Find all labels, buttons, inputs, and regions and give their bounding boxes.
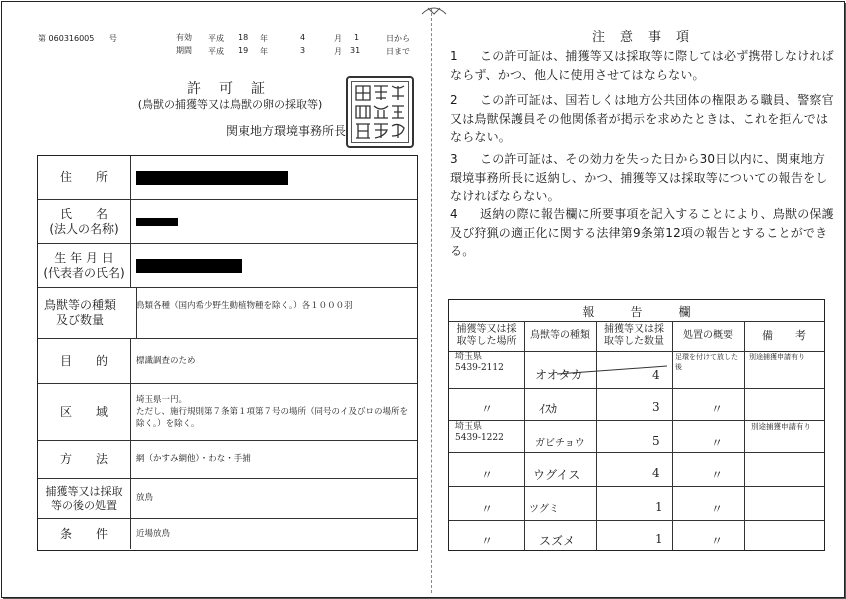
from-era: 平成 [208, 34, 224, 43]
valid-to-line [208, 46, 428, 57]
note-item-1 [450, 47, 835, 84]
value-area: 埼玉県一円。 ただし、施行規則第７条第１項第７号の場所（同号のイ及びロの場所を除く。）を除く。 [136, 394, 409, 430]
label-name: 氏 名 (法人の名称) [38, 200, 131, 243]
label-method: 方 法 [38, 441, 131, 478]
report-row-3-species: ガビチョウ [535, 438, 585, 449]
report-row-5-place: 〃 [481, 502, 494, 516]
note-num-1: 1 [450, 49, 458, 63]
row-conditions [38, 519, 417, 549]
note-item-3 [450, 150, 835, 206]
from-month-unit: 月 [334, 34, 342, 43]
report-row-6-action: 〃 [711, 534, 724, 548]
report-row-4-action: 〃 [711, 468, 724, 482]
label-species: 鳥獣等の種類 及び数量 [38, 288, 137, 338]
row-line-0 [449, 351, 824, 352]
col-head-note: 備 考 [762, 329, 806, 343]
number-suffix: 号 [108, 34, 117, 43]
row-disposal [38, 479, 417, 519]
label-birthdate: 生 年 月 日 (代表者の氏名) [38, 244, 131, 287]
col-divider-2 [596, 321, 597, 550]
report-title-row [449, 300, 824, 322]
col-divider-4 [744, 321, 745, 550]
note-item-2 [450, 91, 835, 147]
col-head-action: 処置の概要 [683, 330, 733, 341]
report-row-3-place: 埼玉県 5439-1222 [455, 422, 504, 443]
report-row-1-count: 4 [652, 368, 660, 382]
to-year-unit: 年 [260, 47, 268, 56]
report-row-6-place: 〃 [481, 534, 494, 548]
permit-document [1, 1, 845, 598]
report-row-4-count: 4 [652, 466, 660, 480]
row-line-1 [449, 388, 824, 389]
from-month: 4 [300, 33, 306, 42]
note-num-4: 4 [450, 207, 458, 221]
redacted-birthdate [136, 259, 242, 273]
note-text-4: 返納の際に報告欄に所要事項を記入することにより、鳥獣の保護及び狩猟の適正化に関する法律第9条第12項の報告とすることができる。 [450, 207, 834, 259]
col-divider-1 [524, 321, 525, 550]
value-method: 網（かすみ網他）・わな・手捕 [136, 454, 251, 465]
row-species [38, 288, 417, 339]
from-year-unit: 年 [260, 34, 268, 43]
report-row-2-place: 〃 [481, 402, 494, 416]
note-item-4 [450, 205, 835, 261]
report-title: 報 告 欄 [582, 305, 691, 319]
row-line-4 [449, 486, 824, 487]
permit-title: 許 可 証 [187, 81, 267, 97]
row-purpose [38, 339, 417, 384]
note-num-2: 2 [450, 93, 458, 107]
strike-through-line [557, 364, 667, 378]
report-row-2-count: 3 [652, 400, 660, 414]
report-row-1-place: 埼玉県 5439-2112 [455, 352, 504, 373]
to-suffix: 日まで [386, 47, 410, 56]
value-disposal: 放鳥 [136, 493, 154, 504]
value-species: 鳥類各種（国内希少野生動植物種を除く。）各１０００羽 [136, 301, 353, 311]
valid-from-line [208, 33, 428, 44]
from-day: 1 [354, 33, 360, 42]
row-birthdate [38, 244, 417, 288]
report-row-6-count: 1 [655, 532, 663, 546]
report-row-1-action: 足環を付けて放した後 [675, 353, 738, 371]
report-row-3-count: 5 [652, 434, 660, 448]
report-row-5-species: ツグミ [529, 504, 559, 515]
row-method [38, 441, 417, 479]
from-year: 18 [238, 33, 249, 42]
row-line-2 [449, 420, 824, 421]
permit-subtitle: (鳥獣の捕獲等又は鳥獣の卵の採取等) [137, 98, 323, 111]
note-text-1: この許可証は、捕獲等又は採取等に際しては必ず携帯しなければならず、かつ、他人に使用させてはならない。 [450, 49, 834, 82]
value-conditions: 近場放鳥 [136, 528, 171, 539]
to-era: 平成 [208, 47, 224, 56]
to-day: 31 [350, 46, 361, 55]
report-row-5-action: 〃 [711, 502, 724, 516]
row-name [38, 200, 417, 244]
to-month-unit: 月 [334, 47, 342, 56]
permit-number-line [38, 33, 117, 44]
report-row-1-note: 別途捕獲申請有り [749, 353, 805, 361]
permit-details-table [37, 155, 418, 551]
note-num-3: 3 [450, 152, 458, 166]
note-text-2: この許可証は、国若しくは地方公共団体の権限ある職員、警察官又は鳥獣保護員その他関係者が掲示を求めたときは、これを拒んではならない。 [450, 93, 834, 145]
valid-label: 有効 [176, 33, 192, 42]
seal-glyphs [348, 78, 412, 146]
col-divider-3 [672, 321, 673, 550]
label-area: 区 域 [38, 384, 131, 440]
official-seal-stamp [346, 76, 414, 148]
note-text-3: この許可証は、その効力を失った日から30日以内に、関東地方環境事務所長に返納し、かつ、捕獲等又は採取等についての報告をしなければならない。 [450, 152, 828, 204]
period-label: 期間 [176, 46, 192, 55]
from-suffix: 日から [386, 34, 410, 43]
label-conditions: 条 件 [38, 519, 131, 549]
report-row-3-note: 別途捕獲申請有り [751, 422, 811, 431]
redacted-address [136, 171, 288, 185]
report-row-5-count: 1 [655, 500, 663, 514]
to-year: 19 [238, 46, 249, 55]
report-row-2-species: ｲｽｶ [539, 402, 558, 416]
report-row-1-species: オオタカ [535, 368, 583, 382]
row-line-3 [449, 452, 824, 453]
center-fold-line [431, 8, 432, 593]
col-head-place: 捕獲等又は採 取等した場所 [456, 324, 517, 347]
value-purpose: 標識調査のため [136, 355, 196, 366]
row-address [38, 156, 417, 200]
report-row-4-species: ウグイス [533, 468, 581, 482]
report-row-4-place: 〃 [481, 468, 494, 482]
report-table [448, 299, 825, 551]
row-area [38, 384, 417, 441]
to-month: 3 [300, 46, 306, 55]
number-label: 第 [38, 34, 46, 43]
report-row-6-species: スズメ [539, 534, 576, 548]
label-address: 住 所 [38, 156, 131, 199]
issuer-name: 関東地方環境事務所長 [226, 124, 347, 138]
permit-number: 060316005 [48, 34, 95, 43]
report-row-3-action: 〃 [711, 436, 724, 450]
label-purpose: 目 的 [38, 339, 131, 383]
punch-mark-icon [420, 4, 448, 18]
label-disposal: 捕獲等又は採取 等の後の処置 [38, 479, 131, 518]
col-head-species: 鳥獣等の種類 [530, 330, 590, 341]
report-row-2-action: 〃 [711, 402, 724, 416]
redacted-name [136, 218, 178, 226]
col-head-count: 捕獲等又は採 取等した数量 [604, 324, 664, 347]
row-line-5 [449, 520, 824, 521]
notes-heading: 注 意 事 項 [592, 30, 691, 45]
